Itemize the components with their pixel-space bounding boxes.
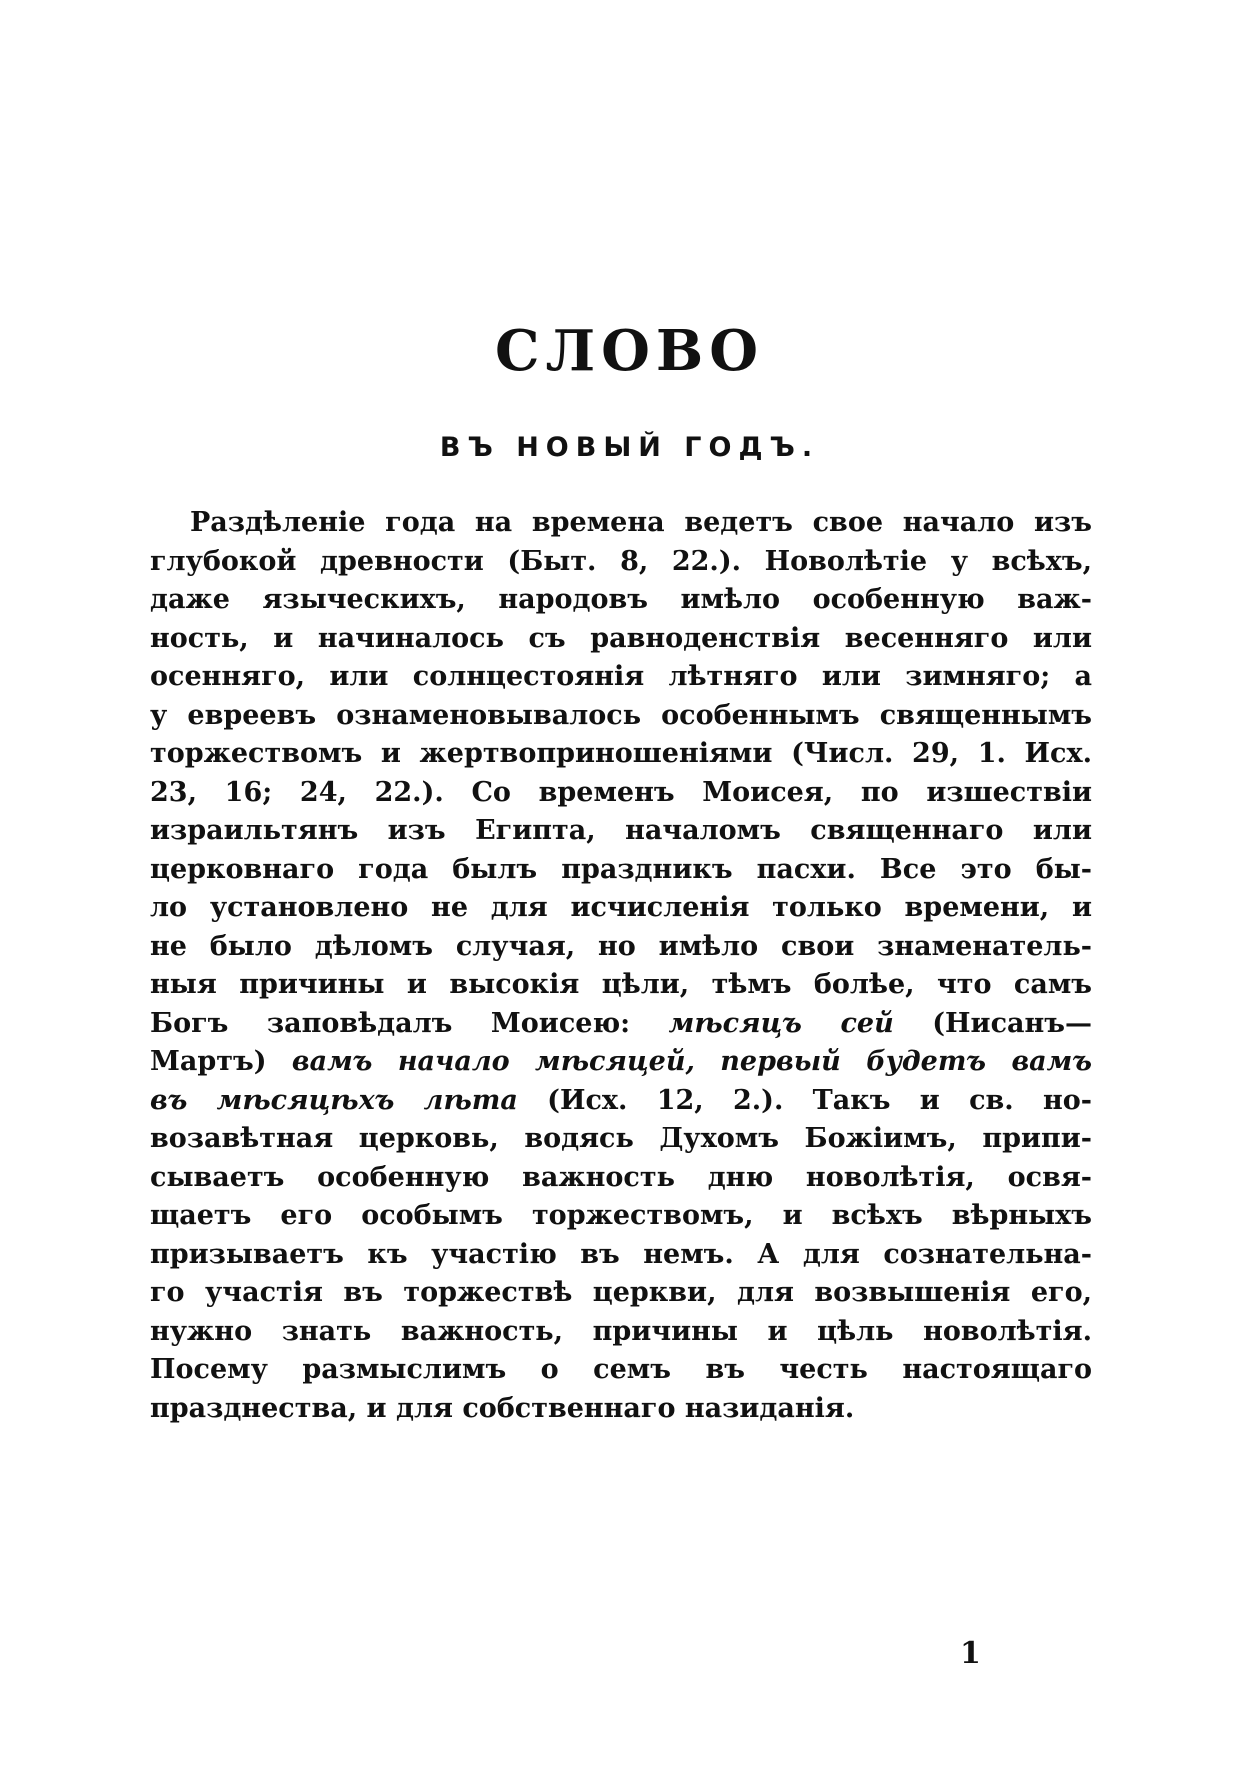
text-line: осенняго, или солнцестоянія лѣтняго или зимняго; а	[150, 661, 1092, 692]
page-number: 1	[960, 1636, 981, 1671]
text-line	[150, 1082, 1092, 1121]
text-line	[150, 1043, 1092, 1082]
text-span: Мартъ)	[150, 1046, 292, 1077]
text-line: у евреевъ ознаменовывалось особеннымъ священнымъ	[150, 699, 1092, 731]
text-line: ность, и начиналось съ равноденствія весенняго или	[150, 622, 1092, 654]
text-line: призываетъ къ участію въ немъ. А для сознательна-	[150, 1238, 1092, 1270]
text-line	[150, 1005, 1092, 1044]
text-line: церковнаго года былъ праздникъ пасхи. Все это бы-	[150, 853, 1092, 885]
text-line: торжествомъ и жертвоприношеніями (Числ. 29, 1. Исх.	[150, 738, 1092, 769]
text-line: ныя причины и высокія цѣли, тѣмъ болѣе, что самъ	[150, 969, 1092, 1000]
text-line: го участія въ торжествѣ церкви, для возвышенія его,	[150, 1277, 1092, 1308]
text-line: Раздѣленіе года на времена ведетъ свое начало изъ	[190, 507, 1092, 538]
text-line: 23, 16; 24, 22.). Со временъ Моисея, по изшествіи	[150, 776, 1092, 808]
text-line: израильтянъ изъ Египта, началомъ священнаго или	[150, 815, 1092, 846]
text-line: празднества, и для собственнаго назиданія.	[150, 1392, 855, 1424]
text-line: нужно знать важность, причины и цѣль новолѣтія.	[150, 1315, 1092, 1347]
text-line: возавѣтная церковь, водясь Духомъ Божіимъ, припи-	[150, 1123, 1092, 1154]
text-line: сываетъ особенную важность дню новолѣтія, освя-	[150, 1161, 1092, 1193]
text-line: ло установлено не для исчисленія только времени, и	[150, 892, 1092, 923]
text-line: даже языческихъ, народовъ имѣло особенную важ-	[150, 584, 1092, 615]
text-line: Посему размыслимъ о семъ въ честь настоящаго	[150, 1354, 1092, 1385]
text-span: (Исх. 12, 2.). Такъ и св. но-	[517, 1084, 1092, 1116]
text-line: глубокой древности (Быт. 8, 22.). Новолѣтіе у всѣхъ,	[150, 545, 1092, 577]
page-title: СЛОВО	[495, 318, 764, 384]
text-line: не было дѣломъ случая, но имѣло свои знаменатель-	[150, 930, 1092, 962]
text-span: Богъ заповѣдалъ Моисею:	[150, 1007, 669, 1039]
italic-quote: вамъ начало мѣсяцей, первый будетъ вамъ	[291, 1046, 1092, 1077]
text-span: (Нисанъ—	[893, 1007, 1092, 1039]
italic-quote: мѣсяцъ сей	[668, 1007, 894, 1039]
page-subtitle: ВЪ НОВЫЙ ГОДЪ.	[439, 432, 820, 463]
text-line: щаетъ его особымъ торжествомъ, и всѣхъ вѣрныхъ	[150, 1200, 1092, 1231]
italic-quote: въ мѣсяцѣхъ лѣта	[150, 1084, 518, 1116]
body-text	[150, 504, 1092, 1428]
